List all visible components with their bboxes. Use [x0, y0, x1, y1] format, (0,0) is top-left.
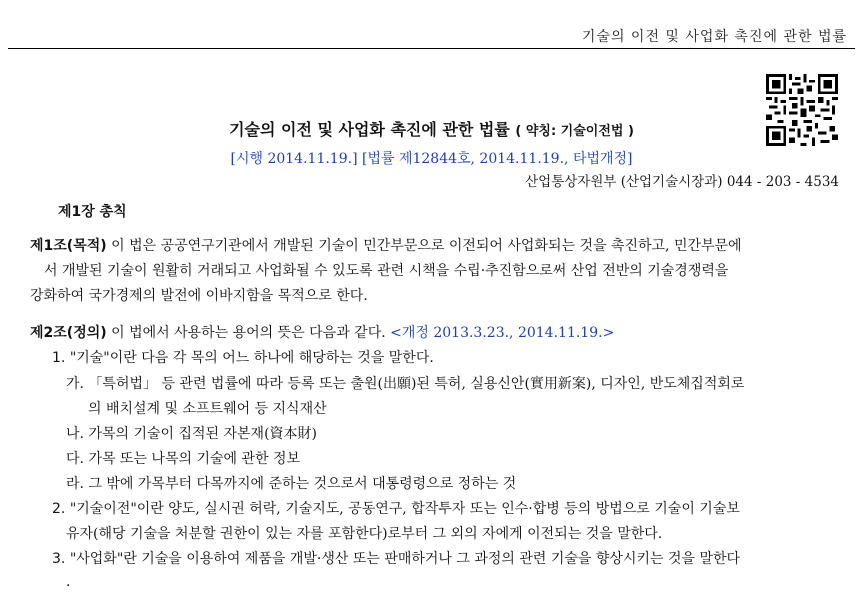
- article-2-text: 이 법에서 사용하는 용어의 뜻은 다음과 같다.: [106, 325, 391, 341]
- document-title: [0, 117, 863, 140]
- law-metadata: [0, 148, 863, 168]
- article-2-line-1: [30, 321, 842, 346]
- law-title: 기술의 이전 및 사업화 촉진에 관한 법률: [229, 120, 510, 139]
- law-number: [법률 제12844호, 2014.11.19., 타법개정]: [361, 151, 633, 167]
- article-1-line-2: 서 개발된 기술이 원활히 거래되고 사업화될 수 있도록 관련 시책을 수립·추진함으로써 산업 전반의 기술경쟁력을: [44, 263, 729, 279]
- enforcement-date: [시행 2014.11.19.]: [230, 151, 358, 167]
- running-header-title: 기술의 이전 및 사업화 촉진에 관한 법률: [581, 29, 847, 45]
- list-item: 의 배치설계 및 소프트웨어 등 지식재산: [88, 401, 327, 417]
- list-item: 3. "사업화"란 기술을 이용하여 제품을 개발·생산 또는 판매하거나 그 과정의 관련 기술을 향상시키는 것을 말한다: [52, 551, 741, 567]
- amendment-note: <개정 2013.3.23., 2014.11.19.>: [390, 325, 615, 341]
- article-1: [30, 234, 842, 309]
- law-abbreviation: ( 약칭: 기술이전법 ): [515, 124, 634, 139]
- running-header: [0, 0, 863, 50]
- article-2-heading: 제2조(정의): [30, 325, 107, 341]
- list-item: 유자(해당 기술을 처분할 권한이 있는 자를 포함한다)로부터 그 외의 자에게 이전되는 것을 말한다.: [66, 526, 663, 542]
- list-item: .: [66, 574, 71, 590]
- list-item: 다. 가목 또는 나목의 기술에 관한 정보: [66, 451, 301, 467]
- article-1-line-3: 강화하여 국가경제의 발전에 이바지함을 목적으로 한다.: [30, 288, 368, 304]
- list-item: 2. "기술이전"이란 양도, 실시권 허락, 기술지도, 공동연구, 합작투자 또는 인수·합병 등의 방법으로 기술이 기술보: [52, 501, 740, 517]
- list-item: 1. "기술"이란 다음 각 목의 어느 하나에 해당하는 것을 말한다.: [52, 350, 434, 366]
- article-1-heading: 제1조(목적): [30, 238, 107, 254]
- ministry-contact: 산업통상자원부 (산업기술시장과) 044 - 203 - 4534: [525, 174, 839, 190]
- list-item: 나. 가목의 기술이 집적된 자본재(資本財): [66, 426, 317, 442]
- list-item: 가. 「특허법」 등 관련 법률에 따라 등록 또는 출원(出願)된 특허, 실용신안(實用新案), 디자인, 반도체집적회로: [66, 376, 745, 392]
- header-rule: [8, 48, 855, 49]
- list-item: 라. 그 밖에 가목부터 다목까지에 준하는 것으로서 대통령령으로 정하는 것: [66, 476, 517, 492]
- article-2: [30, 321, 842, 346]
- article-1-text: 이 법은 공공연구기관에서 개발된 기술이 민간부문으로 이전되어 사업화되는 것을 촉진하고, 민간부문에: [106, 238, 742, 254]
- chapter-heading: 제1장 총칙: [58, 204, 127, 220]
- article-1-line-1: [30, 234, 842, 259]
